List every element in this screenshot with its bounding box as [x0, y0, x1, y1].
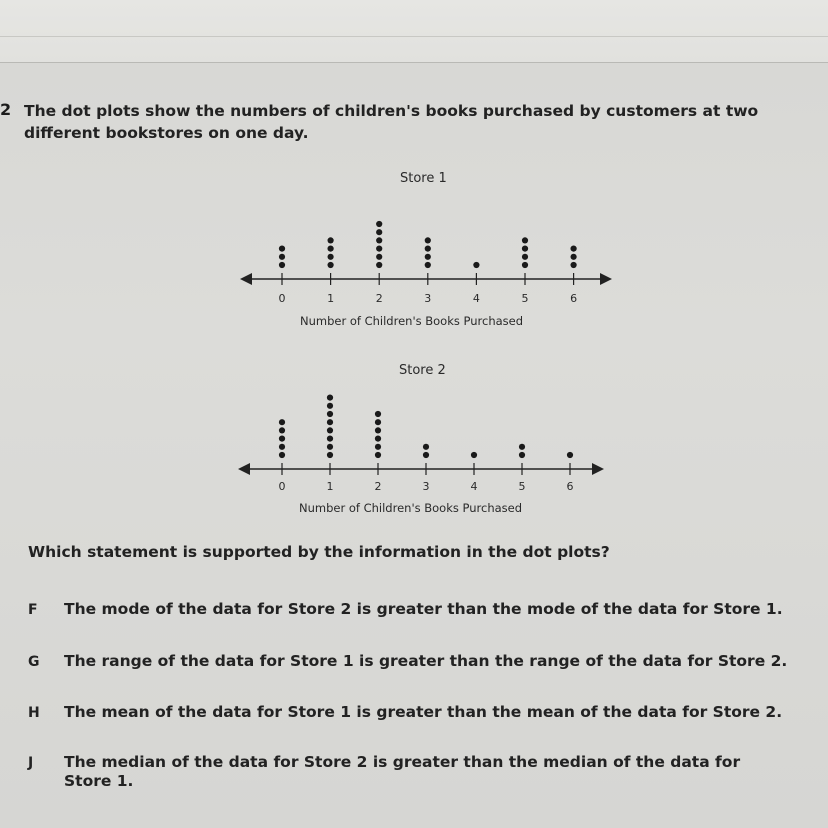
- data-dot: [423, 444, 429, 450]
- data-dot: [327, 427, 333, 433]
- data-dot: [327, 444, 333, 450]
- tick-label: 1: [327, 292, 335, 305]
- data-dot: [279, 419, 285, 425]
- tick-label: 1: [326, 480, 334, 493]
- data-dot: [375, 427, 381, 433]
- choice-letter: F: [28, 602, 38, 618]
- data-dot: [327, 419, 333, 425]
- data-dot: [375, 452, 381, 458]
- choice-text: The mode of the data for Store 2 is greater than the mode of the data for Store 1.: [64, 600, 783, 618]
- data-dot: [327, 395, 333, 401]
- data-dot: [519, 444, 525, 450]
- tick-label: 3: [424, 292, 432, 305]
- tick-label: 4: [470, 480, 478, 493]
- question-ask: Which statement is supported by the information in the dot plots?: [28, 543, 610, 561]
- question-prompt: The dot plots show the numbers of children's books purchased by customers at two different bookstores on one day.: [24, 102, 759, 142]
- data-dot: [279, 452, 285, 458]
- tick-label: 2: [374, 480, 382, 493]
- tick-label: 0: [278, 292, 286, 305]
- x-axis-label: Number of Children's Books Purchased: [299, 501, 523, 515]
- choice-text: The range of the data for Store 1 is greater than the range of the data for Store 2.: [64, 652, 788, 670]
- data-dot: [375, 419, 381, 425]
- data-dot: [279, 444, 285, 450]
- data-dot: [423, 452, 429, 458]
- tick-label: 3: [422, 480, 430, 493]
- data-dot: [375, 436, 381, 442]
- data-dot: [567, 452, 573, 458]
- tick-label: 4: [472, 292, 480, 305]
- data-dot: [327, 403, 333, 409]
- tick-label: 2: [375, 292, 383, 305]
- axis-arrow-left: [238, 463, 250, 475]
- tick-label: 5: [518, 480, 526, 493]
- plot-title: Store 1: [400, 171, 447, 186]
- tick-label: 5: [521, 292, 529, 305]
- data-dot: [375, 444, 381, 450]
- data-dot: [327, 452, 333, 458]
- tick-label: 6: [566, 480, 574, 493]
- choice-letter: H: [28, 705, 40, 721]
- choice-letter: G: [28, 654, 40, 670]
- data-dot: [519, 452, 525, 458]
- data-dot: [327, 436, 333, 442]
- choice-text: The median of the data for Store 2 is greater than the median of the data for Store 1.: [64, 753, 741, 790]
- axis-arrow-right: [592, 463, 604, 475]
- x-axis-label: Number of Children's Books Purchased: [300, 314, 524, 328]
- data-dot: [279, 436, 285, 442]
- choice-letter: J: [28, 755, 34, 771]
- data-dot: [471, 452, 477, 458]
- choice-text: The mean of the data for Store 1 is greater than the mean of the data for Store 2.: [64, 703, 783, 721]
- plot-title: Store 2: [399, 363, 446, 378]
- question-number: 2: [0, 100, 12, 119]
- tick-label: 0: [278, 480, 286, 493]
- tick-label: 6: [570, 292, 578, 305]
- data-dot: [327, 411, 333, 417]
- data-dot: [375, 411, 381, 417]
- data-dot: [279, 427, 285, 433]
